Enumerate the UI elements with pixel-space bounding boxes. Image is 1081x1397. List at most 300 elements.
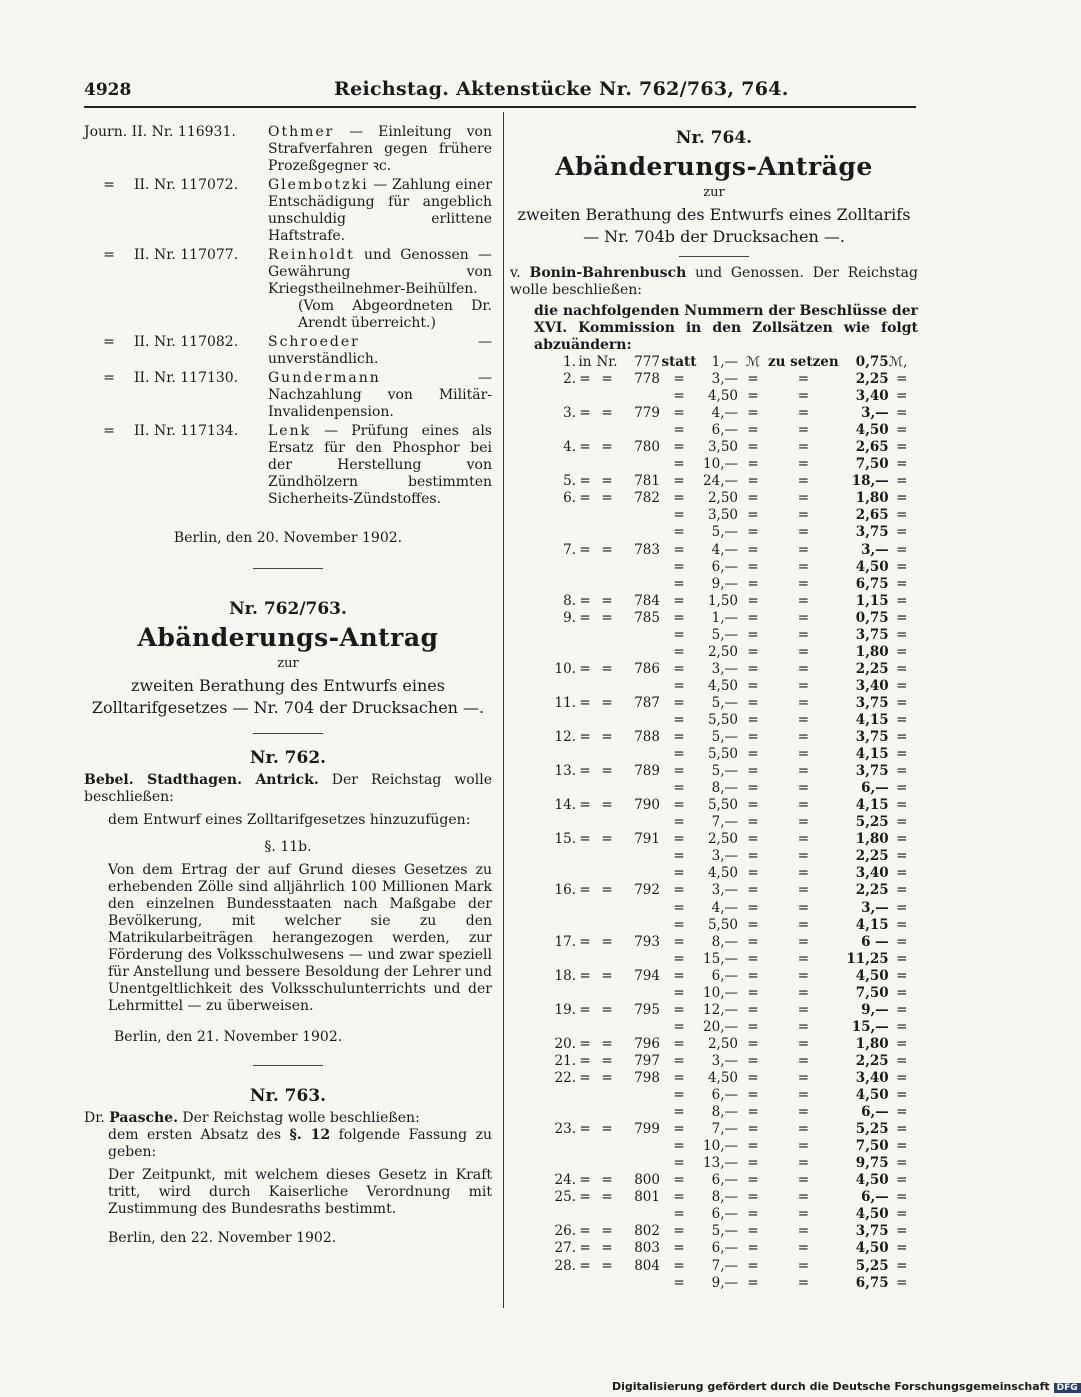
old-rate: 1,50 bbox=[707, 592, 738, 609]
ditto-mark bbox=[594, 865, 620, 882]
old-rate: 5,50 bbox=[707, 797, 738, 814]
ditto-mark: = bbox=[579, 967, 591, 984]
ditto-mark bbox=[576, 814, 594, 831]
row-number: 20. bbox=[554, 1035, 576, 1052]
old-rate: 20,— bbox=[703, 1018, 738, 1035]
petition-subject: — Prüfung eines als Ersatz für den Phosphor bei der Herstellung von Zündhölzern bestimmten Sicherheits-Zündstoffes. bbox=[268, 423, 492, 507]
ditto-mark: = bbox=[896, 1223, 908, 1240]
ditto-mark: = bbox=[747, 643, 759, 660]
ditto-mark: = bbox=[797, 456, 809, 473]
ditto-mark: = bbox=[747, 677, 759, 694]
ditto-mark: = bbox=[747, 865, 759, 882]
old-rate: 5,50 bbox=[707, 746, 738, 763]
ditto-mark: = bbox=[797, 1138, 809, 1155]
new-rate: 7,50 bbox=[855, 1138, 889, 1155]
ditto-mark: = bbox=[896, 1206, 908, 1223]
old-rate: 5,50 bbox=[707, 916, 738, 933]
ditto-mark: = bbox=[747, 1257, 759, 1274]
ditto-mark: = bbox=[673, 984, 685, 1001]
row-number: 23. bbox=[554, 1121, 576, 1138]
title-abaenderungs-antraege: Abänderungs-Anträge bbox=[555, 152, 873, 181]
old-rate: 24,— bbox=[703, 473, 738, 490]
ditto-mark: = bbox=[747, 848, 759, 865]
new-rate: 5,25 bbox=[855, 814, 889, 831]
row-number: 2. bbox=[563, 371, 576, 388]
motion-763-line bbox=[84, 1127, 492, 1161]
ditto-mark: = bbox=[797, 984, 809, 1001]
tariff-number bbox=[620, 746, 660, 763]
ditto-mark: = bbox=[601, 1035, 613, 1052]
new-rate: 0,75 bbox=[855, 354, 889, 371]
table-row bbox=[546, 576, 907, 593]
ditto-mark: = bbox=[747, 1121, 759, 1138]
table-row bbox=[546, 695, 907, 712]
table-row bbox=[546, 968, 907, 985]
old-rate: 8,— bbox=[711, 780, 738, 797]
row-number: 7. bbox=[563, 541, 576, 558]
tariff-number bbox=[620, 388, 660, 405]
row-number: 18. bbox=[554, 967, 576, 984]
row-number bbox=[546, 780, 576, 797]
ditto-mark: = bbox=[673, 1155, 685, 1172]
ditto-mark: = bbox=[896, 1052, 908, 1069]
motion-764-intro bbox=[510, 265, 918, 299]
row-number bbox=[546, 1155, 576, 1172]
motion-763-rest: Der Reichstag wolle beschließen: bbox=[177, 1110, 420, 1126]
ditto-mark: = bbox=[579, 541, 591, 558]
old-rate: 5,— bbox=[711, 626, 738, 643]
header-rule bbox=[84, 106, 916, 108]
old-rate: 15,— bbox=[703, 950, 738, 967]
ditto-mark: = bbox=[797, 1274, 809, 1291]
new-rate: 6,— bbox=[861, 780, 889, 797]
ditto-mark: = bbox=[896, 1001, 908, 1018]
separator-rule bbox=[253, 568, 323, 569]
journal-text bbox=[268, 247, 492, 332]
ditto-mark: = bbox=[896, 916, 908, 933]
new-rate: 3,75 bbox=[855, 729, 889, 746]
journal-ref-number: Journ. II. Nr. 116931. bbox=[84, 124, 236, 140]
ditto-mark: = bbox=[673, 746, 685, 763]
table-row bbox=[546, 934, 907, 951]
ditto-mark: = bbox=[747, 541, 759, 558]
new-rate: 6,75 bbox=[855, 575, 889, 592]
new-rate: 2,25 bbox=[855, 1052, 889, 1069]
petition-subject: und Genossen — Gewährung von Kriegstheilnehmer-Beihülfen. bbox=[268, 247, 492, 297]
ditto-mark: = bbox=[896, 712, 908, 728]
ditto-mark: = bbox=[601, 609, 613, 626]
ditto-mark: = bbox=[797, 1257, 809, 1274]
tariff-number: 780 bbox=[634, 439, 660, 456]
ditto-mark: = bbox=[579, 609, 591, 626]
ditto-mark: = bbox=[601, 882, 613, 899]
page-header bbox=[84, 78, 914, 106]
running-title: Reichstag. Aktenstücke Nr. 762/763, 764. bbox=[334, 78, 789, 100]
ditto-mark bbox=[594, 388, 620, 405]
row-number: 11. bbox=[554, 694, 576, 711]
ditto-mark: = bbox=[896, 1104, 908, 1121]
old-rate: 3,— bbox=[711, 660, 738, 677]
ditto-mark: = bbox=[579, 882, 591, 899]
row-number bbox=[546, 644, 576, 661]
ditto-mark: = bbox=[673, 1121, 685, 1138]
tariff-number: 790 bbox=[634, 797, 660, 814]
old-rate: 2,50 bbox=[707, 831, 738, 848]
motion-762-intro bbox=[84, 772, 492, 806]
motion-762-text: Von dem Ertrag der auf Grund dieses Gesetzes zu erhebenden Zölle sind alljährlich 100 Millionen Mark den einzelnen Bundesstaaten nach Maßgabe der Bevölkerung, mit welcher sie zu den Matrikularbeiträgen herangezogen werden, zur Förderung des Volksschulwesens — und zwar speziell für Anstellung und bessere Besoldung der Lehrer und Unentgeltlichkeit des Volksschulunterrichts und der Lehrmittel — zu überweisen. bbox=[108, 862, 492, 1014]
ditto-mark: = bbox=[579, 473, 591, 490]
ditto-mark: = bbox=[797, 1206, 809, 1223]
old-rate: 6,— bbox=[711, 1087, 738, 1104]
date-line-2: Berlin, den 21. November 1902. bbox=[114, 1029, 343, 1045]
ditto-mark: = bbox=[797, 899, 809, 916]
ditto-mark bbox=[576, 951, 594, 968]
old-rate: 5,— bbox=[711, 763, 738, 780]
table-row bbox=[546, 439, 907, 456]
ditto-mark bbox=[576, 456, 594, 473]
row-number bbox=[546, 1019, 576, 1036]
ditto-mark: = bbox=[747, 592, 759, 609]
ditto-mark: = bbox=[797, 1001, 809, 1018]
mark-symbol: ℳ, bbox=[888, 354, 908, 371]
new-rate: 18,— bbox=[851, 473, 889, 490]
tariff-number: 798 bbox=[634, 1069, 660, 1086]
ditto-mark: = bbox=[673, 780, 685, 797]
ditto-mark: = bbox=[896, 592, 908, 609]
ditto-mark: = bbox=[797, 1155, 809, 1172]
row-number: 8. bbox=[563, 592, 576, 609]
new-rate: 7,50 bbox=[855, 456, 889, 473]
ditto-mark: = bbox=[673, 933, 685, 950]
row-number bbox=[546, 507, 576, 524]
old-rate: 3,— bbox=[711, 882, 738, 899]
row-number: 27. bbox=[554, 1240, 576, 1257]
ditto-mark bbox=[594, 576, 620, 593]
ditto-mark: = bbox=[747, 984, 759, 1001]
ditto-mark: = bbox=[797, 1087, 809, 1104]
ditto-mark: = bbox=[896, 797, 908, 814]
old-rate: 6,— bbox=[711, 1172, 738, 1189]
table-row bbox=[546, 746, 907, 763]
ditto-mark bbox=[576, 900, 594, 917]
ditto-mark: = bbox=[601, 797, 613, 814]
row-number: 26. bbox=[554, 1223, 576, 1240]
ditto-mark: = bbox=[896, 626, 908, 643]
ditto-mark: = bbox=[673, 405, 685, 422]
ditto-mark: = bbox=[579, 439, 591, 456]
ditto-mark: = bbox=[797, 967, 809, 984]
row-number bbox=[546, 746, 576, 763]
ditto-mark: = bbox=[673, 1087, 685, 1104]
ditto-mark: = bbox=[601, 933, 613, 950]
ditto-mark bbox=[576, 644, 594, 661]
ditto-mark bbox=[594, 524, 620, 541]
ditto-mark: = bbox=[797, 575, 809, 592]
ditto-mark: = bbox=[747, 780, 759, 797]
ditto-mark: = bbox=[601, 490, 613, 507]
ditto-mark: = bbox=[103, 247, 115, 263]
ditto-mark: = bbox=[896, 660, 908, 677]
ditto-mark: = bbox=[896, 456, 908, 473]
journal-list bbox=[84, 124, 492, 508]
petitioner-name: Schroeder bbox=[268, 334, 360, 350]
ditto-mark: = bbox=[673, 899, 685, 916]
ditto-mark: = bbox=[797, 473, 809, 490]
tariff-number: 801 bbox=[634, 1189, 660, 1206]
subtitle-2: zweiten Berathung des Entwurfs eines Zolltarifs — Nr. 704b der Drucksachen —. bbox=[517, 205, 911, 246]
ditto-mark: = bbox=[797, 780, 809, 797]
ditto-mark: = bbox=[579, 592, 591, 609]
tariff-number: 800 bbox=[634, 1172, 660, 1189]
ditto-mark: = bbox=[797, 558, 809, 575]
ditto-mark bbox=[576, 1138, 594, 1155]
old-rate: 1,— bbox=[711, 609, 738, 626]
ditto-mark bbox=[594, 1087, 620, 1104]
ditto-mark: = bbox=[673, 439, 685, 456]
table-row bbox=[546, 985, 907, 1002]
ditto-mark: = bbox=[797, 439, 809, 456]
table-row bbox=[546, 729, 907, 746]
ditto-mark: = bbox=[797, 814, 809, 831]
new-rate: 2,25 bbox=[855, 371, 889, 388]
journal-ref-number: II. Nr. 117134. bbox=[134, 423, 239, 439]
new-rate: 1,80 bbox=[855, 1035, 889, 1052]
ditto-mark: = bbox=[747, 1172, 759, 1189]
ditto-mark: = bbox=[896, 848, 908, 865]
motion-763-author: Paasche. bbox=[109, 1110, 178, 1126]
ditto-mark: = bbox=[747, 882, 759, 899]
ditto-mark: = bbox=[673, 524, 685, 541]
table-row bbox=[546, 422, 907, 439]
tariff-number bbox=[620, 1104, 660, 1121]
ditto-mark: = bbox=[797, 1035, 809, 1052]
dfg-logo-icon: DFG bbox=[1054, 1383, 1081, 1393]
ditto-mark: = bbox=[673, 575, 685, 592]
ditto-mark: = bbox=[747, 388, 759, 405]
old-rate: 5,— bbox=[711, 524, 738, 541]
ditto-mark: = bbox=[747, 1206, 759, 1223]
new-rate: 6,75 bbox=[855, 1274, 889, 1291]
ditto-mark: = bbox=[579, 1172, 591, 1189]
new-rate: 4,15 bbox=[855, 916, 889, 933]
ditto-mark: = bbox=[896, 1087, 908, 1104]
ditto-mark: = bbox=[797, 831, 809, 848]
ditto-mark: = bbox=[747, 405, 759, 422]
ditto-mark bbox=[576, 576, 594, 593]
row-number bbox=[546, 814, 576, 831]
old-rate: 9,— bbox=[711, 1274, 738, 1291]
ditto-mark: = bbox=[601, 1121, 613, 1138]
ditto-mark: = bbox=[673, 1069, 685, 1086]
tariff-number bbox=[620, 507, 660, 524]
ditto-mark: = bbox=[103, 370, 115, 386]
ditto-mark: = bbox=[673, 1223, 685, 1240]
date-line-1: Berlin, den 20. November 1902. bbox=[173, 530, 403, 546]
journal-ref-number: II. Nr. 117130. bbox=[134, 370, 239, 386]
tariff-number bbox=[620, 422, 660, 439]
doc-number-764: Nr. 764. bbox=[675, 128, 753, 148]
ditto-mark: = bbox=[747, 524, 759, 541]
new-rate: 3,40 bbox=[855, 677, 889, 694]
ditto-mark: = bbox=[579, 1257, 591, 1274]
new-rate: 3,75 bbox=[855, 763, 889, 780]
journal-entry bbox=[84, 247, 492, 332]
ditto-mark: = bbox=[797, 643, 809, 660]
old-rate: 3,— bbox=[711, 848, 738, 865]
ditto-mark bbox=[594, 985, 620, 1002]
paragraph-12: §. 12 bbox=[289, 1127, 331, 1143]
ditto-mark bbox=[576, 746, 594, 763]
footer-credit bbox=[612, 1380, 1081, 1393]
table-row bbox=[546, 1257, 907, 1274]
tariff-number bbox=[620, 576, 660, 593]
ditto-mark bbox=[594, 456, 620, 473]
subtitle-1: zweiten Berathung des Entwurfs eines Zolltarifgesetzes — Nr. 704 der Drucksachen —. bbox=[91, 676, 485, 717]
ditto-mark: = bbox=[673, 456, 685, 473]
ditto-mark bbox=[594, 422, 620, 439]
ditto-mark: = bbox=[797, 797, 809, 814]
ditto-mark: = bbox=[673, 1172, 685, 1189]
ditto-mark: = bbox=[797, 712, 809, 728]
ditto-mark: = bbox=[579, 1121, 591, 1138]
old-rate: 3,50 bbox=[707, 507, 738, 524]
table-row bbox=[546, 951, 907, 968]
doc-number-763: Nr. 763. bbox=[249, 1086, 327, 1106]
ditto-mark: = bbox=[896, 950, 908, 967]
petitioner-name: Othmer bbox=[268, 124, 335, 140]
ditto-mark: = bbox=[896, 882, 908, 899]
journal-ref bbox=[84, 124, 264, 141]
ditto-mark: = bbox=[601, 1172, 613, 1189]
ditto-mark: = bbox=[579, 1001, 591, 1018]
tariff-number bbox=[620, 985, 660, 1002]
tariff-number bbox=[620, 1138, 660, 1155]
ditto-mark: = bbox=[797, 1052, 809, 1069]
row-number bbox=[546, 985, 576, 1002]
ditto-mark: = bbox=[896, 541, 908, 558]
ditto-mark: = bbox=[673, 660, 685, 677]
journal-entry bbox=[84, 177, 492, 245]
ditto-mark: = bbox=[673, 609, 685, 626]
right-column bbox=[510, 124, 918, 1292]
ditto-mark: = bbox=[673, 763, 685, 780]
ditto-mark: = bbox=[896, 780, 908, 797]
table-row bbox=[546, 814, 907, 831]
ditto-mark bbox=[576, 1206, 594, 1223]
new-rate: 1,80 bbox=[855, 490, 889, 507]
ditto-mark: = bbox=[579, 1052, 591, 1069]
ditto-mark: = bbox=[747, 831, 759, 848]
ditto-mark bbox=[576, 1087, 594, 1104]
table-row bbox=[546, 473, 907, 490]
amendment-table bbox=[546, 354, 907, 1292]
ditto-mark bbox=[594, 1019, 620, 1036]
motion-763-intro bbox=[84, 1110, 492, 1127]
ditto-mark: = bbox=[673, 729, 685, 746]
motion-762-rest: Der Reichstag wolle beschließen: bbox=[84, 772, 492, 805]
old-rate: 12,— bbox=[703, 1001, 738, 1018]
table-row bbox=[546, 882, 907, 899]
ditto-mark bbox=[594, 712, 620, 729]
row-number bbox=[546, 678, 576, 695]
new-rate: 1,80 bbox=[855, 643, 889, 660]
table-row bbox=[546, 456, 907, 473]
motion-762-line: dem Entwurf eines Zolltarifgesetzes hinzuzufügen: bbox=[108, 812, 471, 828]
old-rate: 3,— bbox=[711, 371, 738, 388]
row-number bbox=[546, 559, 576, 576]
row-number bbox=[546, 865, 576, 882]
ditto-mark: = bbox=[797, 677, 809, 694]
new-rate: 6 — bbox=[861, 933, 889, 950]
ditto-mark: = bbox=[579, 933, 591, 950]
nr-label: Nr. bbox=[596, 354, 618, 371]
petition-subject: — Nachzahlung von Militär-Invalidenpension. bbox=[268, 370, 492, 420]
tariff-number bbox=[620, 1087, 660, 1104]
ditto-mark: = bbox=[747, 797, 759, 814]
new-rate: 4,50 bbox=[855, 1087, 889, 1104]
ditto-mark bbox=[594, 814, 620, 831]
motion-764-rest: und Genossen. Der Reichstag wolle beschließen: bbox=[510, 265, 918, 298]
ditto-mark: = bbox=[797, 1104, 809, 1121]
ditto-mark: = bbox=[747, 371, 759, 388]
table-row bbox=[546, 848, 907, 865]
ditto-mark: = bbox=[579, 1240, 591, 1257]
table-row bbox=[546, 1121, 907, 1138]
title-abaenderungs-antrag: Abänderungs-Antrag bbox=[137, 623, 439, 652]
old-rate: 6,— bbox=[711, 422, 738, 439]
journal-ref bbox=[84, 177, 264, 194]
ditto-mark: = bbox=[747, 814, 759, 831]
ditto-mark: = bbox=[896, 524, 908, 541]
ditto-mark: = bbox=[673, 1001, 685, 1018]
petitioner-name: Reinholdt bbox=[268, 247, 355, 263]
left-column bbox=[84, 124, 492, 1246]
tariff-number: 802 bbox=[634, 1223, 660, 1240]
tariff-number: 797 bbox=[634, 1052, 660, 1069]
row-number: 6. bbox=[563, 490, 576, 507]
ditto-mark: = bbox=[673, 967, 685, 984]
ditto-mark: = bbox=[896, 609, 908, 626]
table-row bbox=[546, 1104, 907, 1121]
ditto-mark: = bbox=[797, 541, 809, 558]
ditto-mark: = bbox=[673, 1206, 685, 1223]
tariff-number: 788 bbox=[634, 729, 660, 746]
old-rate: 8,— bbox=[711, 933, 738, 950]
table-row bbox=[546, 1138, 907, 1155]
row-number bbox=[546, 900, 576, 917]
separator-rule bbox=[253, 1065, 323, 1066]
row-number bbox=[546, 524, 576, 541]
ditto-mark: = bbox=[797, 1223, 809, 1240]
new-rate: 3,— bbox=[861, 541, 889, 558]
new-rate: 4,50 bbox=[855, 1240, 889, 1257]
ditto-mark: = bbox=[673, 1274, 685, 1291]
new-rate: 3,75 bbox=[855, 626, 889, 643]
ditto-mark bbox=[576, 712, 594, 729]
old-rate: 4,50 bbox=[707, 1069, 738, 1086]
old-rate: 4,— bbox=[711, 405, 738, 422]
ditto-mark: = bbox=[896, 933, 908, 950]
table-row bbox=[546, 1206, 907, 1223]
row-number: 15. bbox=[554, 831, 576, 848]
ditto-mark: = bbox=[896, 1189, 908, 1206]
petition-subject: — Einleitung von Strafverfahren gegen frühere Prozeßgegner ꝛc. bbox=[268, 124, 492, 174]
new-rate: 1,80 bbox=[855, 831, 889, 848]
new-rate: 4,15 bbox=[855, 712, 889, 728]
petition-subject: — unverständlich. bbox=[268, 334, 492, 367]
tariff-number: 796 bbox=[634, 1035, 660, 1052]
ditto-mark bbox=[594, 559, 620, 576]
